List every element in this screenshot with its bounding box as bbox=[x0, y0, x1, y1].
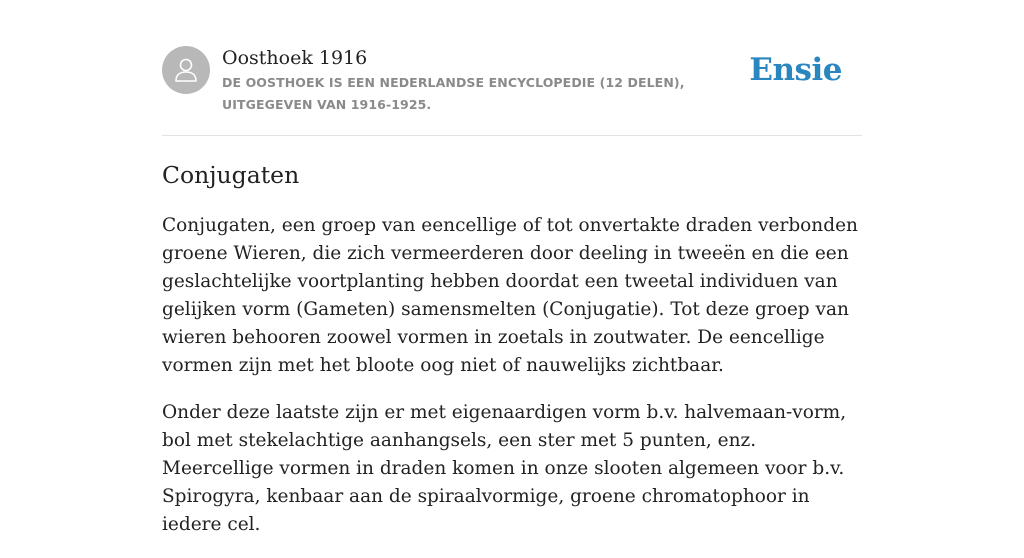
article bbox=[162, 158, 864, 558]
source-avatar[interactable] bbox=[162, 46, 210, 94]
user-icon bbox=[171, 55, 201, 85]
source-title[interactable]: Oosthoek 1916 bbox=[222, 47, 368, 69]
header-divider bbox=[162, 135, 862, 136]
article-paragraph: Onder deze laatste zijn er met eigenaardigen vorm b.v. halvemaan-vorm, bol met stekelachtige aanhangsels, een ster met 5 punten, enz. Meercellige vormen in draden komen in onze slooten algemeen voor b.v. Spirogyra, kenbaar aan de spiraalvormige, groene chromatophoor in iedere cel. bbox=[162, 402, 847, 535]
source-description: DE OOSTHOEK IS EEN NEDERLANDSE ENCYCLOPEDIE (12 DELEN), UITGEGEVEN VAN 1916-1925. bbox=[222, 75, 685, 112]
article-paragraph: Conjugaten, een groep van eencellige of tot onvertakte draden verbonden groene Wieren, die zich vermeerderen door deeling in tweeën en die een geslachtelijke voortplanting hebben doordat een tweetal individuen van gelijken vorm (Gameten) samensmelten (Conjugatie). Tot deze groep van wieren behooren zoowel vormen in zoetals in zoutwater. De eencellige vormen zijn met het bloote oog niet of nauwelijks zichtbaar. bbox=[162, 215, 858, 376]
source-header bbox=[162, 46, 862, 136]
brand-logo[interactable]: Ensie bbox=[749, 52, 842, 88]
article-title: Conjugaten bbox=[162, 161, 300, 189]
